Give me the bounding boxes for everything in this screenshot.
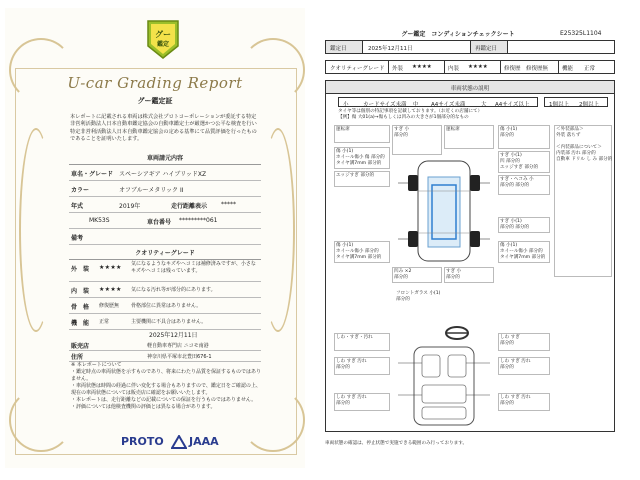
model-row: [69, 164, 261, 181]
exterior-label: 外装: [392, 66, 404, 72]
quality-text: 主要機関に不具合はありません。: [131, 319, 207, 325]
certificate-title: U-car Grading Report: [67, 74, 243, 92]
proto-logo: PROTO: [121, 435, 164, 448]
color-value: オフブルーメタリック II: [119, 187, 184, 194]
size-legend-item: A4サイズ未満: [431, 102, 466, 108]
steering-wheel-icon: [444, 325, 470, 341]
repair-value: 修復歴無: [526, 66, 549, 72]
svg-text:グー: グー: [155, 30, 171, 39]
note-line: ・本レポートは、走行距離などの記載についての保証を行うものではありません。: [71, 397, 257, 403]
goo-appraisal-badge-icon: [145, 18, 181, 60]
size-legend-item: 小: [343, 102, 349, 108]
parts-label: ＜内装部品について＞ 内装部 汚れ 部分的 自動車 ドリル し み 部分的: [556, 145, 613, 162]
car-exterior-diagram-icon: [392, 157, 496, 265]
model-label: 車名・グレード: [71, 171, 114, 178]
panel-label: すぎ・ヘコみ 小 部分的 部分的: [500, 177, 534, 188]
model-code-value: MK53S: [89, 217, 110, 224]
panel-label: しわ すぎ 汚れ 部分的: [500, 395, 531, 406]
panel-label: フロントガラス 小(1) 部分的: [396, 291, 441, 302]
quality-stars: 正常: [99, 319, 110, 325]
remarks-label: 備考: [71, 235, 84, 242]
date-row: [69, 329, 261, 339]
svg-text:鑑定: 鑑定: [156, 41, 170, 48]
color-row: [69, 180, 261, 197]
certificate-intro: 本レポートに記載される車両は株式会社プロトコーポレーションが委託する特定非営利活動法人日本自動車鑑定協会の自動車鑑定士が厳選かつ公平な検査を行い特定非営利活動法人日本自動車鑑定協会の定める基準にて品質評価を行ったものであることを証明いたします。: [70, 114, 257, 142]
note-line: ・評価については他検査機関の評価とは異なる場合があります。: [71, 404, 216, 410]
note-line: ※ 本レポートについて: [71, 362, 122, 368]
quality-text: 気になる汚れ等が部分的にあります。: [131, 287, 216, 293]
jaaa-logo: JAAA: [189, 435, 219, 448]
quality-stars: ★★★★: [99, 286, 122, 293]
quality-label: 骨 格: [71, 304, 90, 311]
model-code-row: [69, 212, 261, 229]
panel-label: すぎ 小 部分的: [446, 269, 462, 280]
model-value: スペーシアギア ハイブリッドXZ: [119, 171, 207, 178]
panel-label: しわ・すぎ・汚れ: [336, 335, 373, 340]
sheet-number: E25325L1104: [560, 30, 602, 37]
quality-text: 気になるようなキズやヘコミは補修済みですが、小さなキズやヘコミは残っています。: [131, 261, 256, 274]
quality-text: 骨格部位に異常はありません。: [131, 303, 202, 309]
year-row: [69, 196, 261, 213]
panel-label: 運転席: [336, 127, 350, 132]
panel-label: エッジすぎ 部分的: [336, 173, 375, 178]
jaaa-mark-icon: [171, 435, 187, 449]
size-legend-item: 中: [413, 102, 419, 108]
quality-section-heading: クオリティーグレード: [69, 248, 261, 260]
quality-stars: ★★★★: [99, 264, 122, 271]
interior-label: 内装: [448, 66, 460, 72]
panel-label: すぎ 小(1) 部分的 部分的: [500, 219, 530, 230]
quality-label: 機 能: [71, 320, 90, 327]
certificate-notes: [71, 362, 261, 411]
panel-label: 傷 小(1) 部分的: [500, 127, 518, 138]
panel-label: しわ すぎ 汚れ 部分的: [336, 359, 367, 370]
car-interior-diagram-icon: [392, 343, 496, 427]
panel-label: すぎ 小 部分的: [394, 127, 410, 138]
function-value: 正常: [584, 66, 596, 72]
vehicle-status-area: [325, 80, 615, 432]
quality-row: [69, 297, 261, 314]
parts-label: ＜外装部品＞ 外装 落ちず: [556, 127, 584, 138]
date-label: 鑑定日: [326, 41, 362, 53]
color-label: カラー: [71, 187, 90, 194]
grade-label: クオリティーグレード: [330, 66, 385, 72]
grading-certificate: [5, 8, 305, 468]
date-value: 2025年12月11日: [368, 46, 413, 52]
panel-label: しわ すぎ 汚れ 部分的: [336, 395, 367, 406]
panel-label: 凹み ×2 部分的: [394, 269, 412, 280]
vin-value: *********061: [179, 217, 218, 224]
footer-logos: [121, 433, 301, 453]
quality-label: 内 装: [71, 288, 90, 295]
vehicle-section-heading: 車両請元内容: [69, 153, 261, 165]
year-label: 年式: [71, 203, 84, 210]
ornament-swirl: [241, 38, 305, 102]
panel-label: 傷 小(1) ホイール傷小 部分的 タイヤ溝7mm 部分的: [336, 243, 382, 260]
panel-label: 傷 小(1) ホイール傷小 傷 部分的 タイヤ溝7mm 部分的: [336, 149, 385, 166]
ornament-swirl: [261, 128, 295, 332]
panel-label: すぎ 小(1) 凹 部分的 エッジすぎ 部分的: [500, 153, 539, 170]
quality-label: 外 装: [71, 266, 90, 273]
date-table: [325, 40, 615, 54]
mileage-value: *****: [221, 201, 236, 208]
address-row: [69, 350, 261, 362]
panel-label: しわ すぎ 汚れ 部分的: [500, 359, 531, 370]
shop-label: 販売店: [71, 343, 90, 350]
sheet-title: グー鑑定 コンディションチェックシート: [401, 31, 515, 38]
interior-stars: ★★★★: [468, 64, 488, 70]
size-legend-item: 大: [481, 102, 487, 108]
count-legend: [544, 97, 608, 107]
appraisal-date: 2025年12月11日: [149, 332, 198, 339]
repair-label: 修復歴: [504, 66, 521, 72]
exterior-stars: ★★★★: [412, 64, 432, 70]
note-line: ・鑑定時点の車両状態を示すものであり、将来にわたり品質を保証するものではありません。: [71, 369, 262, 382]
panel-label: 運転席: [446, 127, 460, 132]
function-label: 機能: [562, 66, 574, 72]
legend-note: タイヤ等は個別の特記事項を記載しております。（お近くの店舗にて） 【例】傷 大01(a)→傷もしくは凹みの大きさが1個部分的なもの: [338, 109, 483, 120]
quality-row: [69, 313, 261, 330]
size-legend: [338, 97, 538, 107]
address-value: 神奈川県平塚市北豊田676-1: [147, 354, 212, 360]
remarks-row: [69, 228, 261, 245]
note-line: ・車両状態は時間の経過に伴い変化する場合もありますので、鑑定日をご確認の上、現在の車両状態については販売店に確認をお願いいたします。: [71, 383, 261, 396]
shop-value: 軽自動車専門店 ニコモ南港: [147, 343, 209, 349]
reappraisal-label: 再鑑定日: [471, 41, 507, 53]
ornament-swirl: [19, 128, 53, 332]
ornament-swirl: [9, 388, 73, 452]
status-heading: 車両状態の説明: [326, 81, 614, 93]
panel-label: しわ すぎ 部分的: [500, 335, 520, 346]
year-value: 2019年: [119, 203, 141, 210]
panel-label: 傷 小(1) ホイール傷小 部分的 タイヤ溝7mm 部分的: [500, 243, 546, 260]
ornament-swirl: [9, 38, 73, 102]
quality-row: [69, 281, 261, 298]
quality-row: [69, 259, 261, 282]
count-legend-item: 1個以上: [549, 102, 569, 108]
grade-table: [325, 60, 615, 74]
size-legend-item: A4サイズ以上: [495, 102, 530, 108]
count-legend-item: 2個以上: [579, 102, 599, 108]
quality-stars: 修復歴無: [99, 303, 120, 309]
size-legend-item: カードサイズ未満: [363, 102, 407, 108]
certificate-subtitle: グー鑑定証: [137, 97, 173, 105]
sheet-footer-note: 車両状態の確認は、停止状態で実施できる範囲のみ行っております。: [325, 441, 468, 446]
address-label: 住所: [71, 354, 84, 361]
mileage-label: 走行距離表示: [171, 203, 208, 210]
vin-label: 車台番号: [147, 219, 172, 226]
